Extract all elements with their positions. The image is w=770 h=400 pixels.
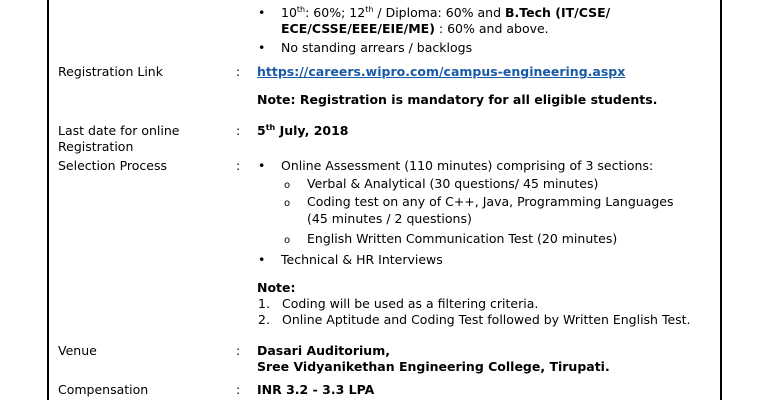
sub-bullet: o bbox=[284, 198, 291, 209]
registration-link[interactable]: https://careers.wipro.com/campus-engineering.aspx bbox=[257, 64, 626, 79]
table-border-left bbox=[47, 0, 49, 400]
venue-label: Venue bbox=[58, 343, 97, 358]
compensation-value: INR 3.2 - 3.3 LPA bbox=[257, 382, 375, 397]
colon: : bbox=[236, 343, 241, 358]
bullet: • bbox=[258, 5, 266, 20]
eligibility-line1: 10th: 60%; 12th / Diploma: 60% and B.Tech (IT/CSE/ bbox=[281, 4, 611, 20]
registration-label: Registration Link bbox=[58, 64, 163, 79]
sub-bullet: o bbox=[284, 235, 291, 246]
selection-note-2: Online Aptitude and Coding Test followed by Written English Test. bbox=[282, 312, 691, 327]
table-border-right bbox=[720, 0, 722, 400]
note-number: 1. bbox=[258, 296, 270, 311]
sub-bullet: o bbox=[284, 180, 291, 191]
registration-note: Note: Registration is mandatory for all eligible students. bbox=[257, 92, 658, 107]
selection-item-online-assessment: Online Assessment (110 minutes) comprising of 3 sections: bbox=[281, 158, 654, 173]
colon: : bbox=[236, 382, 241, 397]
bullet: • bbox=[258, 158, 266, 173]
selection-label: Selection Process bbox=[58, 158, 167, 173]
selection-sub-coding-line2: (45 minutes / 2 questions) bbox=[307, 211, 472, 226]
venue-line1: Dasari Auditorium, bbox=[257, 343, 390, 358]
last-date-label-line1: Last date for online bbox=[58, 123, 180, 138]
eligibility-line2: ECE/CSSE/EEE/EIE/ME) : 60% and above. bbox=[281, 21, 549, 36]
selection-note-1: Coding will be used as a filtering criteria. bbox=[282, 296, 539, 311]
selection-item-interviews: Technical & HR Interviews bbox=[281, 252, 443, 267]
colon: : bbox=[236, 158, 241, 173]
selection-sub-english: English Written Communication Test (20 minutes) bbox=[307, 231, 618, 246]
last-date-value: 5th July, 2018 bbox=[257, 122, 349, 138]
venue-line2: Sree Vidyanikethan Engineering College, Tirupati. bbox=[257, 359, 610, 374]
note-number: 2. bbox=[258, 312, 270, 327]
selection-sub-coding-line1: Coding test on any of C++, Java, Programming Languages bbox=[307, 194, 674, 209]
colon: : bbox=[236, 64, 241, 79]
bullet: • bbox=[258, 252, 266, 267]
selection-note-title: Note: bbox=[257, 280, 296, 295]
bullet: • bbox=[258, 40, 266, 55]
selection-sub-verbal: Verbal & Analytical (30 questions/ 45 minutes) bbox=[307, 176, 599, 191]
colon: : bbox=[236, 123, 241, 138]
compensation-label: Compensation bbox=[58, 382, 149, 397]
last-date-label-line2: Registration bbox=[58, 139, 134, 154]
eligibility-line3: No standing arrears / backlogs bbox=[281, 40, 473, 55]
